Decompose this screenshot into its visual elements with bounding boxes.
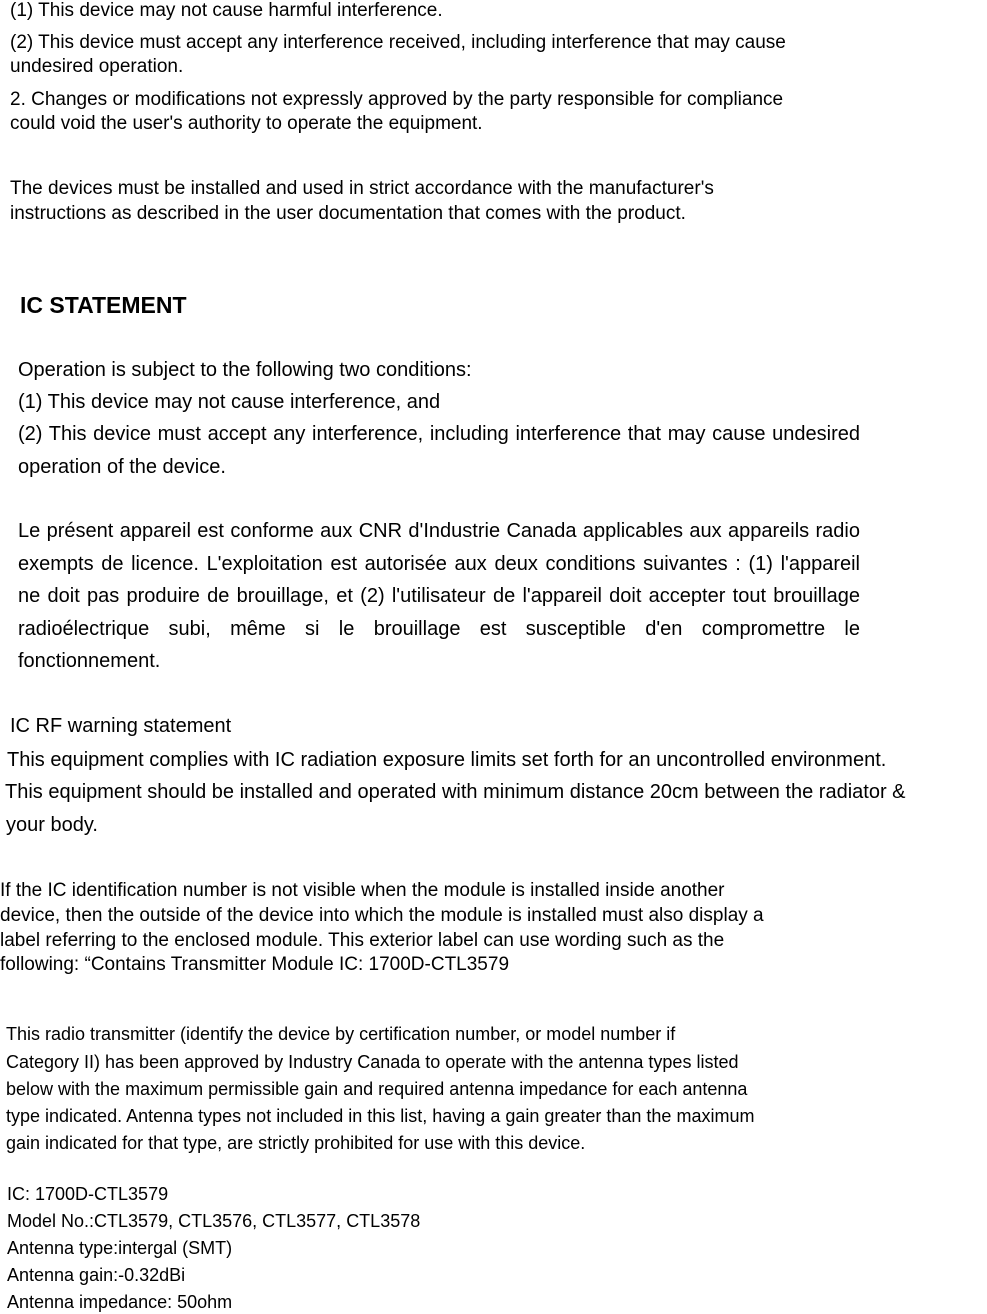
ic-condition-2: (2) This device must accept any interference, including interference that may cause undesired operation of the device. (18, 423, 860, 478)
spec-antenna-gain: Antenna gain:-0.32dBi (7, 1265, 186, 1285)
antenna-statement-line-3: below with the maximum permissible gain and required antenna impedance for each antenna (6, 1079, 748, 1099)
fcc-condition-2-line-a: (2) This device must accept any interference received, including interference that may cause (10, 32, 786, 53)
fcc-changes-line-a: 2. Changes or modifications not expressly approved by the party responsible for compliance (10, 89, 784, 110)
fcc-condition-2-line-b: undesired operation. (10, 56, 184, 77)
ic-intro: Operation is subject to the following two conditions: (18, 359, 472, 381)
rf-warning-line-1: This equipment complies with IC radiation exposure limits set forth for an uncontrolled environment. (7, 749, 887, 771)
antenna-statement-line-1: This radio transmitter (identify the device by certification number, or model number if (6, 1024, 676, 1044)
ic-statement-heading: IC STATEMENT (20, 292, 187, 318)
spec-ic-number: IC: 1700D-CTL3579 (7, 1184, 169, 1204)
spec-antenna-type: Antenna type:intergal (SMT) (7, 1238, 233, 1258)
rf-warning-line-3: your body. (6, 814, 98, 836)
fcc-condition-1: (1) This device may not cause harmful interference. (10, 0, 443, 21)
ic-condition-1: (1) This device may not cause interference, and (18, 391, 441, 413)
module-label-line-1: If the IC identification number is not visible when the module is installed inside another (0, 880, 725, 901)
ic-french-paragraph: Le présent appareil est conforme aux CNR d'Industrie Canada applicables aux appareils radio exempts de licence. L'exploitation est autorisée aux deux conditions suivantes : (1) l'appareil ne doit pas produire de brouillage, et (2) l'utilisateur de l'appareil doit accepter tout brouillage radioélectrique subi, même si le brouillage est susceptible d'en compromettre le fonctionnement. (18, 520, 860, 672)
module-label-line-2: device, then the outside of the device into which the module is installed must also display a (0, 905, 764, 926)
antenna-statement-line-2: Category II) has been approved by Industry Canada to operate with the antenna types listed (6, 1052, 739, 1072)
fcc-install-line-b: instructions as described in the user documentation that comes with the product. (10, 203, 686, 224)
antenna-statement-line-4: type indicated. Antenna types not included in this list, having a gain greater than the maximum (6, 1106, 755, 1126)
antenna-statement-line-5: gain indicated for that type, are strictly prohibited for use with this device. (6, 1133, 586, 1153)
spec-model-number: Model No.:CTL3579, CTL3576, CTL3577, CTL3578 (7, 1211, 421, 1231)
rf-warning-title: IC RF warning statement (10, 715, 232, 737)
fcc-changes-line-b: could void the user's authority to operate the equipment. (10, 113, 483, 134)
module-label-line-3: label referring to the enclosed module. This exterior label can use wording such as the (0, 930, 725, 951)
module-label-line-4: following: “Contains Transmitter Module IC: 1700D-CTL3579 (0, 954, 510, 975)
spec-antenna-impedance: Antenna impedance: 50ohm (7, 1292, 233, 1312)
fcc-install-line-a: The devices must be installed and used in strict accordance with the manufacturer's (10, 178, 714, 199)
rf-warning-line-2: This equipment should be installed and operated with minimum distance 20cm between the radiator & (5, 781, 906, 803)
